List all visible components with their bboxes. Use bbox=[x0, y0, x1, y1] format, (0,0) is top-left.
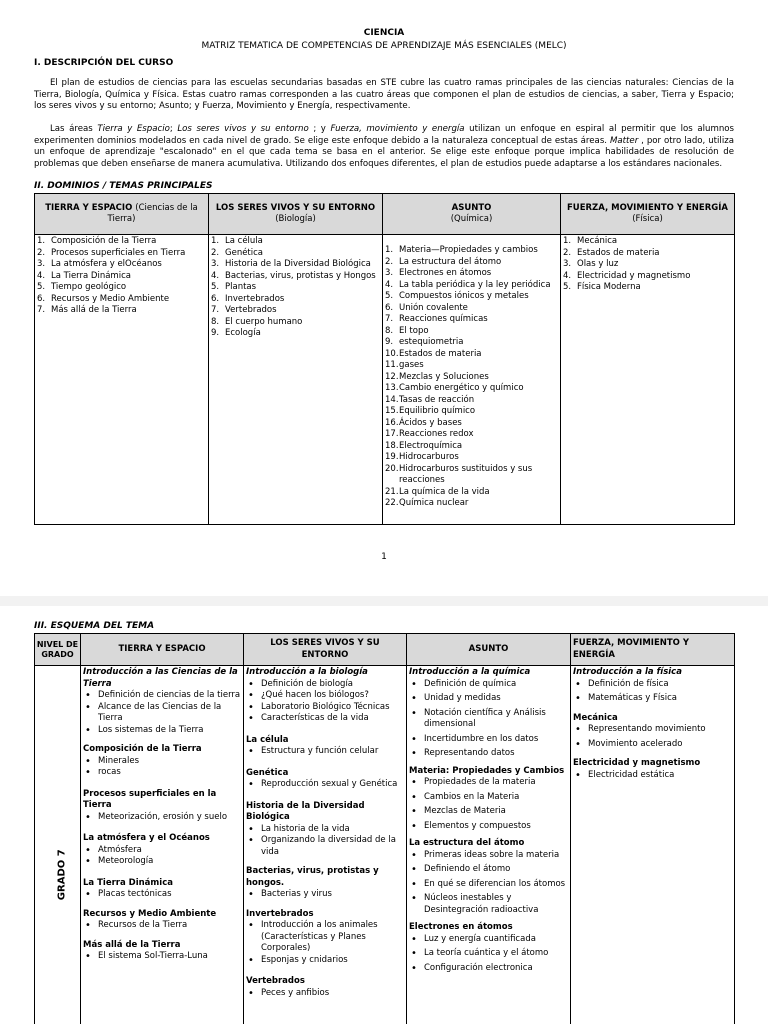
domains-table bbox=[34, 193, 735, 525]
item-number: 10. bbox=[385, 348, 399, 359]
list-item: • Bacterias y virus bbox=[246, 889, 404, 901]
topic-list bbox=[573, 770, 732, 782]
header-force-motion-energy: FUERZA, MOVIMIENTO Y ENERGÍA bbox=[571, 634, 735, 666]
item-text: Reacciones químicas bbox=[399, 314, 488, 324]
topic-list bbox=[409, 934, 568, 975]
item-number: 17. bbox=[385, 429, 399, 439]
topic-list bbox=[246, 679, 404, 725]
item-text: Olas y luz bbox=[577, 259, 619, 269]
item-number: 18. bbox=[385, 440, 399, 451]
header-sub: (Física) bbox=[632, 214, 663, 224]
list-item bbox=[385, 487, 558, 499]
item-text: Cambio energético y químico bbox=[399, 383, 524, 393]
list-item bbox=[37, 294, 206, 306]
para2-italic-force-motion: Fuerza, movimiento y energía bbox=[330, 124, 465, 134]
item-text: La tabla periódica y la ley periódica bbox=[399, 279, 551, 290]
item-text: Estados de materia bbox=[399, 348, 482, 359]
topic-list bbox=[83, 690, 241, 736]
list-item: • Elementos y compuestos bbox=[409, 821, 568, 833]
item-number: 8. bbox=[211, 316, 220, 327]
item-number: 21. bbox=[385, 486, 399, 497]
list-item: • Unidad y medidas bbox=[409, 693, 568, 705]
list-item: • Placas tectónicas bbox=[83, 889, 241, 901]
living-things-topics bbox=[209, 235, 383, 525]
list-item bbox=[385, 441, 558, 453]
topic-heading: Recursos y Medio Ambiente bbox=[83, 908, 217, 919]
item-number: 3. bbox=[37, 259, 46, 269]
force-motion-energy-list bbox=[563, 236, 732, 294]
list-item: • Los sistemas de la Tierra bbox=[83, 725, 241, 737]
list-item bbox=[385, 406, 558, 418]
list-item bbox=[37, 282, 206, 294]
header-living-things: LOS SERES VIVOS Y SU ENTORNO bbox=[244, 634, 407, 666]
item-text: Ácidos y bases bbox=[399, 417, 462, 428]
topic-outline-table bbox=[34, 633, 735, 1024]
list-item bbox=[211, 236, 380, 248]
item-number: 9. bbox=[385, 337, 394, 347]
matter-topics bbox=[383, 235, 561, 525]
item-number: 7. bbox=[211, 305, 220, 315]
grade-7-cell bbox=[35, 666, 81, 1024]
item-text: La estructura del átomo bbox=[399, 256, 502, 267]
document-subtitle: MATRIZ TEMATICA DE COMPETENCIAS DE APRENDIZAJE MÁS ESENCIALES (MELC) bbox=[201, 41, 567, 51]
item-number: 12. bbox=[385, 371, 399, 382]
living-things-list bbox=[211, 236, 380, 340]
list-item bbox=[385, 326, 558, 338]
header-sub: (Ciencias de la Tierra) bbox=[107, 202, 198, 224]
header-earth-space bbox=[35, 194, 209, 235]
list-item bbox=[385, 337, 558, 349]
list-item: • Matemáticas y Física bbox=[573, 693, 732, 705]
item-number: 5. bbox=[385, 291, 394, 301]
list-item: • Alcance de las Ciencias de la Tierra bbox=[83, 702, 241, 725]
outline-grade7-row bbox=[35, 666, 735, 1024]
matter-outline bbox=[407, 666, 571, 1024]
document-title: CIENCIA bbox=[363, 28, 405, 38]
header-grade-level: NIVEL DE GRADO bbox=[35, 634, 81, 666]
list-item: • Características de la vida bbox=[246, 713, 404, 725]
list-item: • Mezclas de Materia bbox=[409, 806, 568, 818]
list-item: • Laboratorio Biológico Técnicas bbox=[246, 702, 404, 714]
item-text: La atmósfera y elOcéanos bbox=[51, 259, 162, 269]
item-number: 4. bbox=[37, 270, 46, 281]
list-item bbox=[385, 498, 558, 510]
domains-content-row bbox=[35, 235, 735, 525]
item-number: 3. bbox=[385, 268, 394, 278]
item-number: 7. bbox=[385, 314, 394, 324]
item-number: 9. bbox=[211, 328, 220, 338]
header-sub: (Química) bbox=[450, 214, 493, 224]
item-text: Unión covalente bbox=[399, 302, 468, 313]
grade-7-label: GRADO 7 bbox=[56, 849, 68, 901]
list-item bbox=[385, 429, 558, 441]
header-earth-space: TIERRA Y ESPACIO bbox=[81, 634, 244, 666]
list-item bbox=[211, 317, 380, 329]
item-text: Procesos superficiales en Tierra bbox=[51, 247, 186, 258]
list-item: • Incertidumbre en los datos bbox=[409, 734, 568, 746]
item-text: El cuerpo humano bbox=[225, 316, 303, 327]
item-text: Tasas de reacción bbox=[399, 394, 475, 405]
course-description-paragraph-1 bbox=[34, 78, 734, 113]
list-item bbox=[385, 395, 558, 407]
list-item: • Definición de química bbox=[409, 679, 568, 691]
header-sub: (Biología) bbox=[275, 214, 316, 224]
outline-header-row bbox=[35, 634, 735, 666]
item-number: 2. bbox=[211, 247, 220, 258]
list-item: • ¿Qué hacen los biólogos? bbox=[246, 690, 404, 702]
section-heading-course-description: I. DESCRIPCIÓN DEL CURSO bbox=[34, 58, 174, 68]
list-item bbox=[211, 294, 380, 306]
course-description-paragraph-2 bbox=[34, 124, 734, 170]
list-item bbox=[385, 452, 558, 464]
topic-heading: Vertebrados bbox=[246, 976, 305, 986]
list-item bbox=[563, 248, 732, 260]
item-number: 1. bbox=[563, 236, 572, 246]
list-item bbox=[211, 271, 380, 283]
list-item: • Esponjas y cnidarios bbox=[246, 955, 404, 967]
list-item: • Núcleos inestables y Desintegración radioactiva bbox=[409, 893, 568, 916]
list-item bbox=[385, 268, 558, 280]
item-text: Electroquímica bbox=[399, 440, 463, 451]
item-text: Hidrocarburos bbox=[399, 452, 459, 462]
topic-heading: Más allá de la Tierra bbox=[83, 939, 181, 950]
list-item bbox=[211, 248, 380, 260]
list-item: • Atmósfera bbox=[83, 845, 241, 857]
item-number: 4. bbox=[385, 279, 394, 290]
list-item: • Notación científica y Análisis dimensional bbox=[409, 708, 568, 731]
topic-list bbox=[573, 724, 732, 750]
item-text: Compuestos iónicos y metales bbox=[399, 291, 529, 301]
item-number: 6. bbox=[385, 302, 394, 313]
list-item bbox=[37, 305, 206, 317]
topic-list bbox=[409, 777, 568, 832]
topic-list bbox=[83, 845, 241, 868]
topic-list bbox=[409, 850, 568, 917]
page-separator bbox=[0, 596, 768, 606]
topic-list bbox=[83, 756, 241, 779]
topic-list bbox=[246, 779, 404, 791]
list-item: • Propiedades de la materia bbox=[409, 777, 568, 789]
list-item: • Cambios en la Materia bbox=[409, 792, 568, 804]
earth-space-topics bbox=[35, 235, 209, 525]
list-item bbox=[385, 360, 558, 372]
item-text: Electrones en átomos bbox=[399, 268, 492, 278]
item-number: 3. bbox=[211, 259, 220, 269]
list-item bbox=[385, 303, 558, 315]
list-item: • La historia de la vida bbox=[246, 824, 404, 836]
para2-italic-matter: Matter bbox=[609, 135, 639, 146]
list-item bbox=[385, 314, 558, 326]
list-item: • La teoría cuántica y el átomo bbox=[409, 948, 568, 960]
list-item: • Meteorología bbox=[83, 856, 241, 868]
list-item bbox=[385, 418, 558, 430]
item-number: 22. bbox=[385, 498, 399, 508]
list-item bbox=[563, 271, 732, 283]
list-item bbox=[563, 282, 732, 294]
topic-list bbox=[83, 889, 241, 901]
item-text: Invertebrados bbox=[225, 293, 285, 304]
list-item: • Electricidad estática bbox=[573, 770, 732, 782]
topic-heading: Procesos superficiales en la Tierra bbox=[83, 788, 217, 810]
list-item bbox=[385, 349, 558, 361]
list-item: • Meteorización, erosión y suelo bbox=[83, 812, 241, 824]
list-item: • Representando datos bbox=[409, 748, 568, 760]
force-motion-energy-outline bbox=[571, 666, 735, 1024]
list-item bbox=[211, 328, 380, 340]
earth-space-outline bbox=[81, 666, 244, 1024]
item-number: 13. bbox=[385, 383, 399, 393]
item-text: Ecología bbox=[225, 328, 261, 338]
item-text: Bacterias, virus, protistas y Hongos bbox=[225, 270, 376, 281]
item-text: Mezclas y Soluciones bbox=[399, 371, 489, 382]
section-heading-topic-outline: III. ESQUEMA DEL TEMA bbox=[34, 621, 155, 631]
topic-heading: Electrones en átomos bbox=[409, 922, 513, 932]
header-matter bbox=[383, 194, 561, 235]
header-title: FUERZA, MOVIMIENTO Y ENERGÍA bbox=[567, 202, 728, 213]
para2-text-g: utilizan un enfoque en espiral al permitir que los alumnos experimenten dominios modelados en cada nivel de grado. Se elige este enfoque debido a la naturaleza conceptual de estas áreas. bbox=[34, 124, 735, 146]
item-number: 6. bbox=[211, 293, 220, 304]
topic-heading: Introducción a la biología bbox=[246, 667, 368, 677]
topic-list bbox=[83, 920, 241, 932]
list-item: • El sistema Sol-Tierra-Luna bbox=[83, 951, 241, 963]
item-number: 7. bbox=[37, 305, 46, 315]
item-number: 4. bbox=[211, 270, 220, 281]
header-title: ASUNTO bbox=[451, 202, 492, 213]
item-number: 3. bbox=[563, 259, 572, 269]
list-item: • Introducción a los animales (Características y Planes Corporales) bbox=[246, 920, 404, 955]
list-item: • Peces y anfibios bbox=[246, 988, 404, 1000]
list-item: • Reproducción sexual y Genética bbox=[246, 779, 404, 791]
list-item bbox=[385, 383, 558, 395]
list-item: • Movimiento acelerado bbox=[573, 739, 732, 751]
list-item bbox=[385, 291, 558, 303]
item-number: 4. bbox=[563, 270, 572, 281]
topic-heading: Invertebrados bbox=[246, 908, 314, 919]
header-living-things bbox=[209, 194, 383, 235]
list-item: • Minerales bbox=[83, 756, 241, 768]
item-number: 6. bbox=[37, 293, 46, 304]
item-number: 5. bbox=[37, 282, 46, 292]
section-heading-domains: II. DOMINIOS / TEMAS PRINCIPALES bbox=[34, 181, 213, 191]
item-text: La química de la vida bbox=[399, 486, 490, 497]
matter-list bbox=[385, 245, 558, 510]
item-text: Tiempo geológico bbox=[51, 282, 127, 292]
item-number: 19. bbox=[385, 452, 399, 462]
list-item: • Representando movimiento bbox=[573, 724, 732, 736]
item-text: Materia—Propiedades y cambios bbox=[399, 245, 538, 255]
item-text: Plantas bbox=[225, 282, 257, 292]
list-item: • Configuración electronica bbox=[409, 963, 568, 975]
list-item bbox=[385, 464, 558, 487]
item-text: El topo bbox=[399, 325, 429, 336]
list-item: • En qué se diferencian los átomos bbox=[409, 879, 568, 891]
topic-list bbox=[246, 920, 404, 966]
item-text: Recursos y Medio Ambiente bbox=[51, 293, 170, 304]
item-number: 5. bbox=[211, 282, 220, 292]
item-text: Química nuclear bbox=[399, 498, 469, 508]
header-title: LOS SERES VIVOS Y SU ENTORNO bbox=[215, 202, 376, 213]
topic-heading: Electricidad y magnetismo bbox=[573, 758, 701, 768]
page-number: 1 bbox=[381, 552, 387, 562]
topic-heading: Introducción a la química bbox=[409, 667, 531, 677]
list-item: • Recursos de la Tierra bbox=[83, 920, 241, 932]
item-number: 11. bbox=[385, 360, 399, 370]
topic-list bbox=[246, 824, 404, 859]
list-item bbox=[385, 280, 558, 292]
topic-heading: Genética bbox=[246, 767, 289, 778]
item-number: 8. bbox=[385, 325, 394, 336]
list-item bbox=[37, 248, 206, 260]
list-item: • Definición de biología bbox=[246, 679, 404, 691]
topic-heading: Historia de la Diversidad Biológica bbox=[246, 800, 365, 822]
force-motion-energy-topics bbox=[561, 235, 735, 525]
topic-list bbox=[409, 679, 568, 760]
list-item bbox=[37, 259, 206, 271]
topic-heading: La Tierra Dinámica bbox=[83, 877, 173, 888]
topic-heading: Bacterias, virus, protistas y hongos. bbox=[246, 866, 379, 888]
living-things-outline bbox=[244, 666, 407, 1024]
list-item: • rocas bbox=[83, 767, 241, 779]
topic-heading: Introducción a las Ciencias de la Tierra bbox=[83, 667, 238, 689]
para2-italic-living-things: Los seres vivos y su entorno bbox=[177, 124, 309, 134]
item-text: Genética bbox=[225, 247, 264, 258]
list-item: • Primeras ideas sobre la materia bbox=[409, 850, 568, 862]
item-number: 1. bbox=[385, 245, 394, 255]
para2-text-a: Las áreas bbox=[50, 124, 93, 134]
list-item bbox=[211, 305, 380, 317]
item-text: gases bbox=[399, 360, 424, 370]
domains-header-row bbox=[35, 194, 735, 235]
topic-list bbox=[246, 746, 404, 758]
list-item bbox=[37, 271, 206, 283]
item-number: 15. bbox=[385, 406, 399, 416]
topic-heading: Mecánica bbox=[573, 712, 618, 723]
para2-text-i: , por otro lado, utiliza un enfoque de aprendizaje "escalonado" en el que cada tema se basa en el anterior. Se elige este enfoque porque implica habilidades de resolución de problemas que deben enseñarse de manera acumulativa. Utilizando dos enfoques diferentes, el plan de estudios puede adaptarse a los estándares nacionales. bbox=[34, 135, 734, 169]
earth-space-list bbox=[37, 236, 206, 317]
item-text: Equilibrio químico bbox=[399, 406, 476, 416]
topic-list bbox=[246, 889, 404, 901]
item-text: Electricidad y magnetismo bbox=[577, 270, 691, 281]
item-text: Mecánica bbox=[577, 236, 618, 246]
list-item: • Definición de ciencias de la tierra bbox=[83, 690, 241, 702]
item-text: Historia de la Diversidad Biológica bbox=[225, 259, 371, 269]
item-number: 2. bbox=[37, 247, 46, 258]
paragraph-1-text: El plan de estudios de ciencias para las escuelas secundarias basadas en STE cubre las cuatro ramas principales de las ciencias naturales: Ciencias de la Tierra, Biología, Química y Física. Estas cuatro ramas corresponden a las cuatro áreas que componen el plan de estudios de ciencias, a saber, Tierra y Espacio; los seres vivos y su entorno; Asunto; y Fuerza, Movimiento y Energía, respectivamente. bbox=[34, 78, 734, 112]
para2-text-c: ; bbox=[169, 124, 178, 134]
list-item bbox=[211, 259, 380, 271]
topic-heading: Composición de la Tierra bbox=[83, 744, 202, 754]
topic-heading: La atmósfera y el Océanos bbox=[83, 833, 210, 843]
list-item bbox=[563, 236, 732, 248]
item-number: 20. bbox=[385, 463, 399, 474]
item-number: 16. bbox=[385, 417, 399, 428]
topic-heading: La célula bbox=[246, 734, 289, 745]
list-item bbox=[37, 236, 206, 248]
document-page-2 bbox=[0, 606, 768, 1024]
list-item: • Definición de física bbox=[573, 679, 732, 691]
list-item bbox=[211, 282, 380, 294]
topic-heading: Introducción a la física bbox=[573, 667, 682, 677]
para2-text-e: ; y bbox=[308, 124, 331, 134]
para2-italic-earth-space: Tierra y Espacio bbox=[97, 124, 170, 134]
item-number: 5. bbox=[563, 282, 572, 292]
header-force-motion-energy bbox=[561, 194, 735, 235]
item-text: Vertebrados bbox=[225, 305, 277, 315]
item-text: Composición de la Tierra bbox=[51, 236, 157, 246]
header-title: TIERRA Y ESPACIO bbox=[45, 202, 133, 213]
list-item bbox=[385, 245, 558, 257]
item-number: 14. bbox=[385, 394, 399, 405]
topic-list bbox=[246, 988, 404, 1000]
list-item bbox=[385, 257, 558, 269]
item-number: 2. bbox=[385, 256, 394, 267]
topic-list bbox=[573, 679, 732, 705]
item-number: 2. bbox=[563, 247, 572, 258]
item-text: Física Moderna bbox=[577, 282, 641, 292]
item-text: La Tierra Dinámica bbox=[51, 270, 131, 281]
item-text: Reacciones redox bbox=[399, 429, 474, 439]
header-matter: ASUNTO bbox=[407, 634, 571, 666]
topic-list bbox=[83, 812, 241, 824]
topic-heading: La estructura del átomo bbox=[409, 838, 525, 848]
list-item: • Organizando la diversidad de la vida bbox=[246, 835, 404, 858]
topic-heading: Materia: Propiedades y Cambios bbox=[409, 765, 565, 776]
item-text: estequiometria bbox=[399, 337, 464, 347]
list-item: • Estructura y función celular bbox=[246, 746, 404, 758]
topic-list bbox=[83, 951, 241, 963]
list-item bbox=[385, 372, 558, 384]
item-text: Más allá de la Tierra bbox=[51, 305, 137, 315]
list-item: • Definiendo el átomo bbox=[409, 864, 568, 876]
item-text: Estados de materia bbox=[577, 247, 660, 258]
item-number: 1. bbox=[37, 236, 46, 246]
list-item bbox=[563, 259, 732, 271]
item-text: Hidrocarburos sustituidos y sus reacciones bbox=[399, 463, 533, 485]
item-text: La célula bbox=[225, 236, 263, 246]
item-number: 1. bbox=[211, 236, 220, 246]
list-item: • Luz y energía cuantificada bbox=[409, 934, 568, 946]
